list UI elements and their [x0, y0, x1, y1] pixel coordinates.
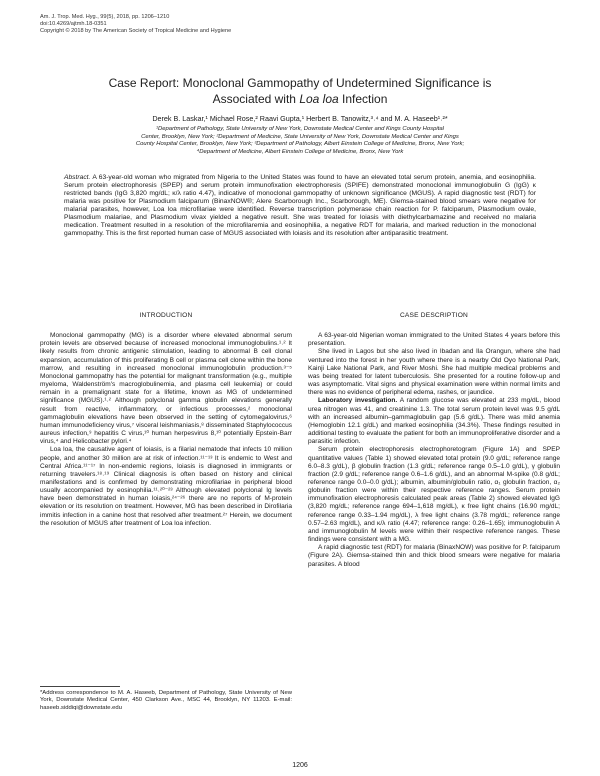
case-paragraph: She lived in Lagos but she also lived in Ibadan and Ila Orangun, where she had ventured into the forest in her youth where there is a nearby Old Oyo National Park, Kainji Lake National Park, and River Moshi. She had multiple medical problems and was being treated for latent tuberculosis. She presented for a routine follow-up and was asymptomatic. Vital signs and physical examination were within normal limits and there was no evidence of peripheral edema, rashes, or jaundice.	[308, 348, 560, 397]
journal-citation: Am. J. Trop. Med. Hyg., 99(5), 2018, pp. 1206–1210	[40, 14, 170, 20]
lab-investigation-label: Laboratory investigation.	[318, 397, 398, 405]
footnote-divider	[40, 686, 120, 687]
journal-doi: doi:10.4269/ajtmh.18-0351	[40, 21, 107, 28]
title-line-1: Case Report: Monoclonal Gammopathy of Undetermined Significance is	[108, 76, 492, 90]
abstract-label: Abstract.	[64, 174, 91, 181]
journal-copyright: Copyright © 2018 by The American Society of Tropical Medicine and Hygiene	[40, 28, 232, 35]
affiliation-line: County Hospital Center, Brooklyn, New York; ³Department of Pathology, Albert Einstein College of Medicine, Bronx, New York;	[135, 141, 465, 148]
article-title	[60, 76, 540, 107]
lab-investigation-text: A random glucose was elevated at 233 mg/dL, blood urea nitrogen was 41, and creatinine 1.3. The total serum protein level was 9.5 g/dL with an increased albumin–gammaglobulin gap (5.6 g/dL). There was mild anemia (Hemoglobin 12.1 g/dL) and marked eosinophilia (34.3%). These findings resulted in additional testing to evaluate the patient for both an immunoproliferative disorder and a parasitic infection.	[308, 397, 560, 446]
case-paragraph: A rapid diagnostic test (RDT) for malaria (BinaxNOW) was positive for P. falciparum (Figure 2A). Giemsa-stained thin and thick blood smears were negative for malaria parasites. A blood	[308, 544, 560, 568]
journal-meta	[40, 14, 340, 36]
page-number: 1206	[292, 762, 308, 769]
case-description-column	[308, 312, 560, 569]
affiliation-line: ⁴Department of Medicine, Albert Einstein College of Medicine, Bronx, New York	[196, 148, 404, 155]
introduction-column	[40, 312, 292, 528]
affiliation-line: ¹Department of Pathology, State University of New York, Downstate Medical Center and Kings County Hospital	[156, 126, 444, 132]
introduction-paragraph: Loa loa, the causative agent of loiasis, is a filarial nematode that infects 10 million people, and another 30 million are at risk of infection.¹¹⁻¹³ It is endemic to West and Central Africa.¹¹⁻¹⁷ In non-endemic regions, loiasis is diagnosed in immigrants or returning travelers.¹⁸˒¹⁹ Clinical diagnosis is often based on history and clinical manifestations and is confirmed by demonstrating microfilariae in peripheral blood usually accompanied by eosinophilia.¹¹˒²⁰⁻²³ Although elevated polyclonal Ig levels have been demonstrated in human loiasis,²⁴⁻²⁶ there are no reports of M-protein elevation or its resolution on treatment. However, MG has been described in Dirofilaria immitis infection in a canine host that resolved after treatment.²⁷ Herein, we document the resolution of MGUS after treatment of Loa loa infection.	[40, 446, 292, 527]
title-line-2	[60, 92, 540, 108]
author-list: Derek B. Laskar,¹ Michael Rose,² Raavi Gupta,¹ Herbert B. Tanowitz,³˒⁴ and M. A. Haseeb¹˒²*	[152, 114, 448, 123]
title-species: Loa loa	[299, 91, 339, 106]
title-text: Associated with	[212, 91, 300, 106]
introduction-paragraph: Monoclonal gammopathy (MG) is a disorder where elevated abnormal serum protein levels are observed because of increased monoclonal immunoglobulins.¹˒² It likely results from chronic antigenic stimulation, leading to abnormal B cell clonal expansion, accumulation of this proliferating B cell or plasma cell clone within the bone marrow, and resulting in increased monoclonal immunoglobulin production.³⁻⁵ Monoclonal gammopathy has the potential for malignant transformation (e.g., multiple myeloma, Waldenström's macroglobulinemia, and plasma cell leukemia) or could remain in a premalignant state for a lifetime, known as MG of undetermined significance (MGUS).¹˒² Although polyclonal gamma globulin elevations generally result from reactive, inflammatory, or infectious processes,² monoclonal gammaglobulin elevations have been observed in the setting of cytomegalovirus,⁶ human immunodeficiency virus,⁷ visceral leishmaniasis,⁸ disseminated Staphylococcus aureus infection,⁹ hepatitis C virus,¹⁰ human herpesvirus 8,¹⁰ potentially Epstein-Barr virus,⁴ and Helicobacter pylori.⁴	[40, 332, 292, 446]
title-text-end: Infection	[338, 91, 388, 106]
case-paragraph: Serum protein electrophoresis electrophoretogram (Figure 1A) and SPEP quantitative values (Table 1) showed elevated total protein (9.0 g/dL; reference range 6.0–8.3 g/dL), β globulin fraction (1.3 g/dL; reference range 0.5–1.0 g/dL), γ globulin fraction (2.9 g/dL; reference range 0.6–1.6 g/dL), and an abnormal M-spike (0.8 g/dL; reference range 0.0–0.0 g/dL); albumin, albumin/globulin ratio, α₁ globulin fraction, α₂ globulin fraction were within their respective reference ranges. Serum protein immunofixation electrophoresis calculated peak areas (Table 2) showed elevated IgG (3,820 mg/dL; reference range 694–1,618 mg/dL), κ free light chains (16.90 mg/dL; reference range 0.33–1.94 mg/dL), λ free light chains (3.78 mg/dL; reference range 0.57–2.63 mg/dL), and κ/λ ratio (4.47; reference range: 0.26–1.65); immunoglobulin A and immunoglobulin M levels were within their respective reference ranges. These findings were consistent with a MG.	[308, 446, 560, 544]
affiliations	[70, 126, 530, 156]
correspondence-footnote: *Address correspondence to M. A. Haseeb, Department of Pathology, State University of New York, Downstate Medical Center, 450 Clarkson Ave., MSC 44, Brooklyn, NY 11203. E-mail: haseeb.siddiqi@downstate.edu	[40, 690, 292, 711]
case-paragraph: A 63-year-old Nigerian woman immigrated to the United States 4 years before this presentation.	[308, 332, 560, 348]
abstract	[64, 174, 536, 238]
case-paragraph	[308, 397, 560, 446]
case-description-heading: CASE DESCRIPTION	[399, 312, 469, 319]
affiliation-line: Center, Brooklyn, New York; ²Department of Medicine, State University of New York, Downstate Medical Center and Kings	[141, 133, 459, 140]
abstract-text: A 63-year-old woman who migrated from Nigeria to the United States was found to have an elevated total serum protein, anemia, and eosinophilia. Serum protein electrophoresis (SPEP) and serum protein immunofixation electrophoresis (SPIFE) demonstrated monoclonal immunoglobulin G (IgG) κ restricted bands (IgG 3,820 mg/dL; κ/λ ratio 4.47), indicative of monoclonal gammopathy of unknown significance (MGUS). A rapid diagnostic test (RDT) for malaria was positive for Plasmodium falciparum (BinaxNOW®; Alere Scarborough Inc., Scarborough, ME). Giemsa-stained blood smears were negative for malarial parasites, however, Loa loa microfilariae were identified. Reverse transcription polymerase chain reaction for P. falciparum, Plasmodium ovale, Plasmodium malariae, and Plasmodium vivax yielded a negative result. She was treated for loiasis with diethylcarbamazine and received no malaria medication. Treatment resulted in a resolution of the microfilaremia and eosinophilia, a negative RDT for malaria, and marked reduction in the monoclonal gammopathy. This is the first reported human case of MGUS associated with loiasis and its resolution after antiparasitic treatment.	[64, 174, 536, 238]
introduction-heading: INTRODUCTION	[139, 312, 193, 319]
